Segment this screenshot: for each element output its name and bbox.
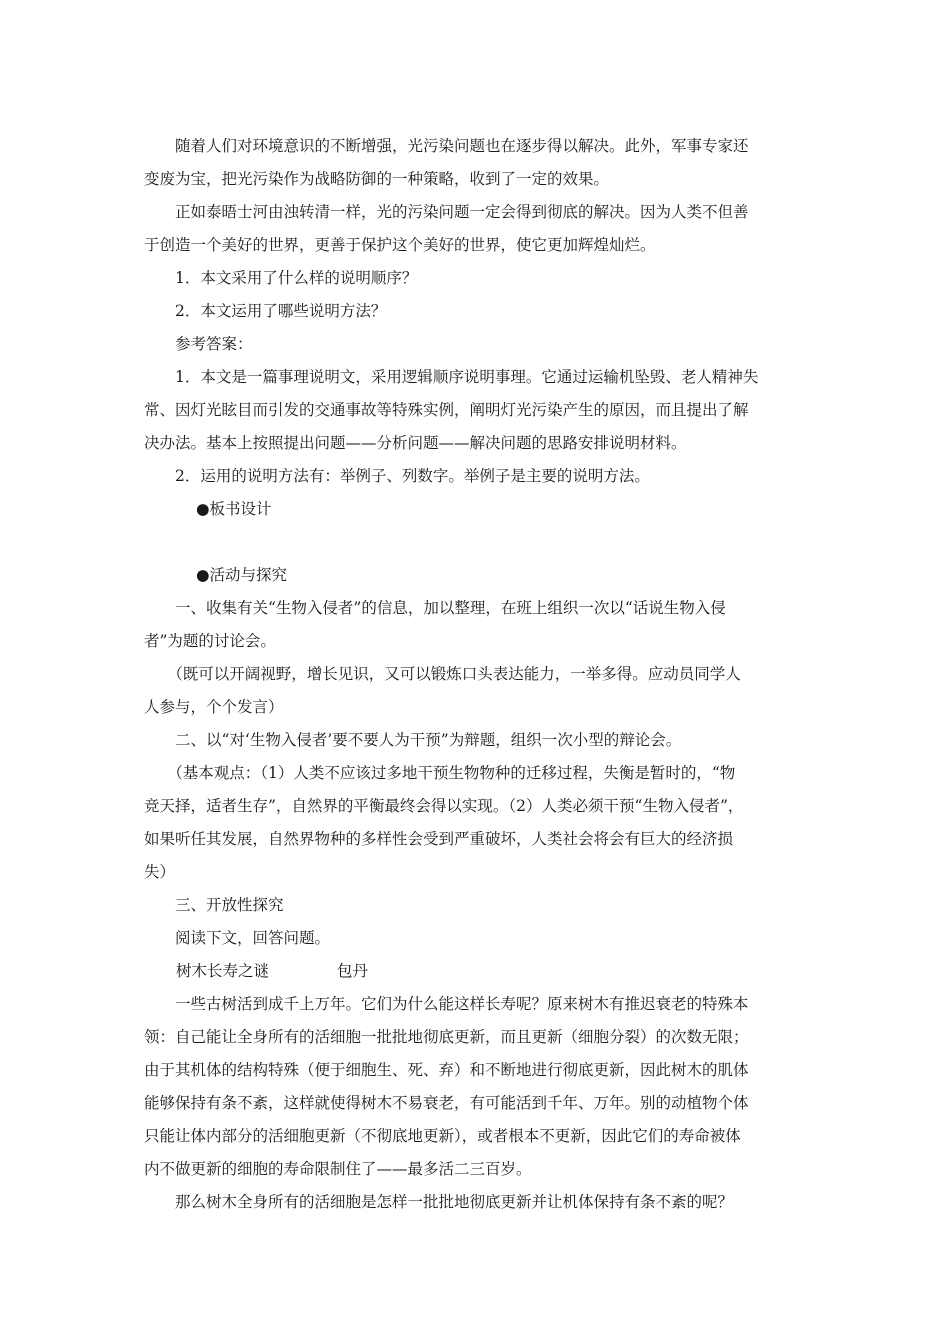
text-line: 1．本文是一篇事理说明文，采用逻辑顺序说明事理。它通过运输机坠毁、老人精神失 <box>144 368 759 386</box>
text-line: 决办法。基本上按照提出问题——分析问题——解决问题的思路安排说明材料。 <box>144 434 687 452</box>
text-line: 阅读下文，回答问题。 <box>144 929 331 947</box>
section-board-design <box>196 493 868 526</box>
article-author: 包丹 <box>337 962 369 980</box>
text-line: 于创造一个美好的世界，更善于保护这个美好的世界，使它更加辉煌灿烂。 <box>144 236 656 254</box>
text-line: 人参与，个个发言） <box>144 698 284 716</box>
text-line: （基本观点：（1）人类不应该过多地干预生物物种的迁移过程，失衡是暂时的，“物 <box>144 764 736 782</box>
text-line: 三、开放性探究 <box>144 896 284 914</box>
activity-2-note <box>144 757 816 889</box>
answer-1 <box>144 361 816 460</box>
section-heading: ●板书设计 <box>196 500 272 518</box>
activity-1-note <box>144 658 816 724</box>
text-line: 领：自己能让全身所有的活细胞一批批地彻底更新，而且更新（细胞分裂）的次数无限； <box>144 1028 749 1046</box>
text-line: 那么树木全身所有的活细胞是怎样一批批地彻底更新并让机体保持有条不紊的呢？ <box>144 1193 734 1211</box>
article-paragraph-2 <box>144 1186 816 1219</box>
text-line: 参考答案： <box>144 335 253 353</box>
article-paragraph-1 <box>144 988 816 1186</box>
question-2 <box>144 295 816 328</box>
text-line: 二、以“对‘生物入侵者’要不要人为干预”为辩题，组织一次小型的辩论会。 <box>144 731 682 749</box>
text-line: 常、因灯光眩目而引发的交通事故等特殊实例，阐明灯光污染产生的原因，而且提出了解 <box>144 401 749 419</box>
text-line: 2．本文运用了哪些说明方法？ <box>144 302 387 320</box>
text-line: 只能让体内部分的活细胞更新（不彻底地更新），或者根本不更新，因此它们的寿命被体 <box>144 1127 741 1145</box>
text-line: 失） <box>144 863 176 881</box>
text-line: 1．本文采用了什么样的说明顺序？ <box>144 269 418 287</box>
paragraph-light-pollution-solution <box>144 130 816 196</box>
text-line: 由于其机体的结构特殊（便于细胞生、死、弃）和不断地进行彻底更新，因此树木的肌体 <box>144 1061 749 1079</box>
text-line: 变废为宝，把光污染作为战略防御的一种策略，收到了一定的效果。 <box>144 170 610 188</box>
text-line: 竞天择，适者生存”，自然界的平衡最终会得以实现。（2）人类必须干预“生物入侵者”， <box>144 797 744 815</box>
text-line: 2．运用的说明方法有：举例子、列数字。举例子是主要的说明方法。 <box>144 467 650 485</box>
article-title-row <box>176 955 368 988</box>
text-line: 一、收集有关“生物入侵者”的信息，加以整理，在班上组织一次以“话说生物入侵 <box>144 599 726 617</box>
activity-2 <box>144 724 816 757</box>
reading-instruction <box>144 922 816 955</box>
activity-1 <box>144 592 816 658</box>
text-line: 正如泰晤士河由浊转清一样，光的污染问题一定会得到彻底的解决。因为人类不但善 <box>144 203 749 221</box>
section-heading: ●活动与探究 <box>196 566 288 584</box>
text-line: 随着人们对环境意识的不断增强，光污染问题也在逐步得以解决。此外，军事专家还 <box>144 137 749 155</box>
section-activity <box>196 559 868 592</box>
question-1 <box>144 262 816 295</box>
answer-heading <box>144 328 816 361</box>
activity-3 <box>144 889 816 922</box>
article-title: 树木长寿之谜 <box>176 962 270 980</box>
text-line: 能够保持有条不紊，这样就使得树木不易衰老，有可能活到千年、万年。别的动植物个体 <box>144 1094 749 1112</box>
answer-2 <box>144 460 816 493</box>
text-line: （既可以开阔视野，增长见识，又可以锻炼口头表达能力，一举多得。应动员同学人 <box>144 665 741 683</box>
text-line: 者”为题的讨论会。 <box>144 632 276 650</box>
paragraph-thames-analogy <box>144 196 816 262</box>
text-line: 一些古树活到成千上万年。它们为什么能这样长寿呢？原来树木有推迟衰老的特殊本 <box>144 995 749 1013</box>
text-line: 内不做更新的细胞的寿命限制住了——最多活二三百岁。 <box>144 1160 532 1178</box>
text-line: 如果听任其发展，自然界物种的多样性会受到严重破坏，人类社会将会有巨大的经济损 <box>144 830 734 848</box>
